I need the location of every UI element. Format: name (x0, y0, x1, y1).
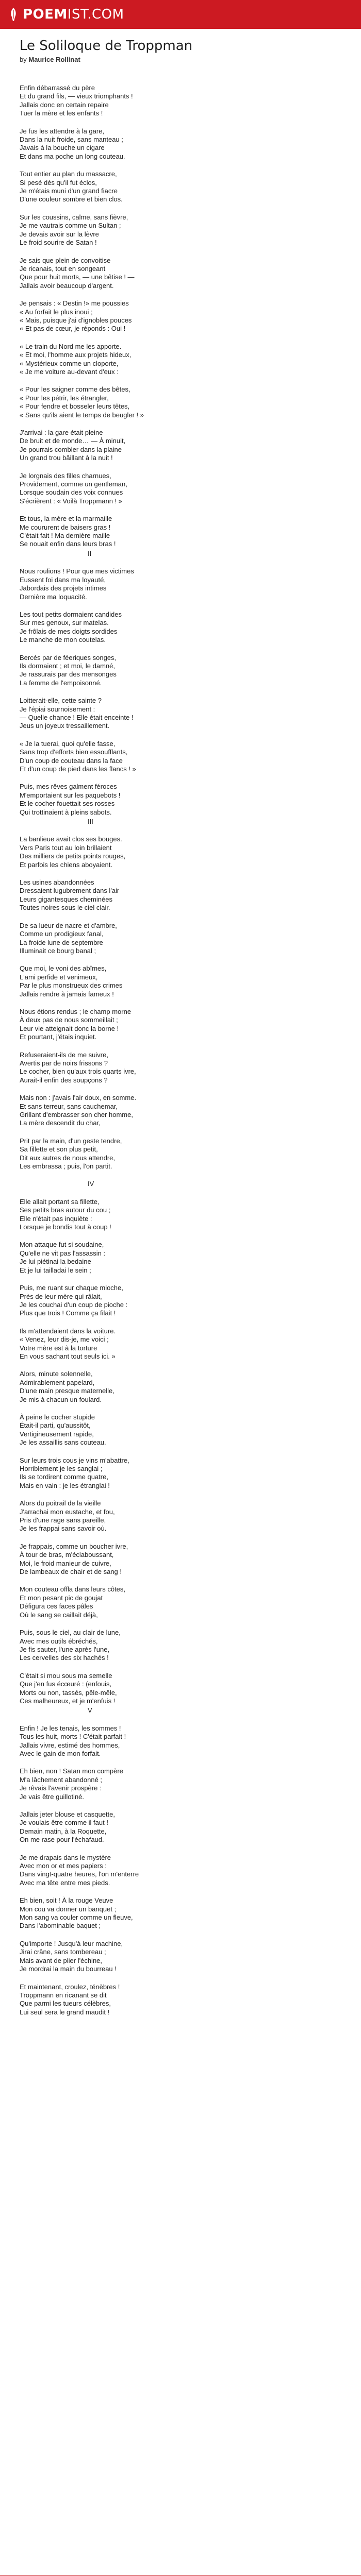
stanza: Nous roulions ! Pour que mes victimes Eussent foi dans ma loyauté, Jabordais des projets intimes Dernière ma loquacité. (20, 567, 134, 601)
poem-part-2 (20, 567, 361, 817)
stanza: « Le train du Nord me les apporte. « Et moi, l'homme aux projets hideux, « Mystérieux comme un cloporte, « Je me voiture au-devant d'eux : (20, 342, 132, 376)
poem-part-3 (20, 835, 361, 1171)
poem-part-1 (20, 84, 361, 549)
author-link[interactable]: Maurice Rollinat (28, 56, 80, 63)
byline-prefix: by (20, 56, 27, 63)
stanza: La banlieue avait clos ses bouges. Vers Paris tout au loin brillaient Des milliers de petits points rouges, Et parfois les chiens aboyaient. (20, 835, 126, 869)
section-number: II (88, 549, 92, 557)
stanza: Ils m'attendaient dans la voiture. « Venez, leur dis-je, me voici ; Votre mère est à la torture En vous sachant tout seuls ici. » (20, 1327, 116, 1360)
stanza: Et maintenant, croulez, ténèbres ! Troppmann en ricanant se dit Que parmi les tueurs célèbres, Lui seul sera le grand maudit ! (20, 1982, 120, 2016)
stanza: Prit par la main, d'un geste tendre, Sa fillette et son plus petit, Dit aux autres de nous attendre, Les embrassa ; puis, l'on partit. (20, 1137, 122, 1171)
stanza: Je lorgnais des filles charnues, Providement, comme un gentleman, Lorsque soudain des voix connues S'écrièrent : « Voilà Troppmann ! » (20, 471, 127, 505)
stanza: Refuseraient-ils de me suivre, Avertis par de noirs frissons ? Le cocher, bien qu'aux trois quarts ivre, Aurait-il enfin des soupçons ? (20, 1050, 136, 1084)
stanza: Les usines abandonnées Dressaient lugubrement dans l'air Leurs gigantesques cheminées Toutes noires sous le ciel clair. (20, 878, 120, 912)
poem-part-4 (20, 1198, 361, 1706)
stanza: Mon attaque fut si soudaine, Qu'elle ne vit pas l'assassin : Je lui piétinai la bedaine Et je lui tailladai le sein ; (20, 1241, 106, 1274)
poem-part-5 (20, 1724, 361, 2016)
stanza: Enfin débarrassé du père Et du grand fils, — vieux triomphants ! Jallais donc en certain repaire Tuer la mère et les enfants ! (20, 84, 133, 117)
stanza: Je pensais : « Destin !» me poussies « Au forfait le plus inoui ; « Mais, puisque j'ai d'ignobles pouces « Et pas de cœur, je réponds : Oui ! (20, 299, 132, 333)
stanza: Enfin ! Je les tenais, les sommes ! Tous les huit, morts ! C'était parfait ! Jallais vivre, estimé des hommes, Avec le gain de mon forfait. (20, 1724, 126, 1757)
stanza: Je fus les attendre à la gare, Dans la nuit froide, sans manteau ; Javais à la bouche un cigare Et dans ma poche un long couteau. (20, 127, 125, 160)
quill-icon (8, 7, 19, 22)
stanza: Je sais que plein de convoitise Je ricanais, tout en songeant Que pour huit morts, — une bêtise ! — Jallais avoir beaucoup d'argent. (20, 256, 135, 290)
stanza: Mais non : j'avais l'air doux, en somme. Et sans terreur, sans cauchemar, Grillant d'embrasser son cher homme, La mère descendit du char, (20, 1094, 137, 1127)
poem-title: Le Soliloque de Troppman (20, 38, 193, 54)
stanza: Tout entier au plan du massacre, Si pesé dès qu'il fut éclos, Je m'étais muni d'un grand fiacre D'une couleur sombre et bien clos. (20, 170, 123, 204)
stanza: Eh bien, soit ! À la rouge Veuve Mon cou va donner un banquet ; Mon sang va couler comme un fleuve, Dans l'abominable baquet ; (20, 1896, 133, 1930)
stanza: Puis, mes rêves galment féroces M'emportaient sur les paquebots ! Et le cocher fouettait ses rosses Qui trottinaient à pleins sabots. (20, 783, 121, 816)
stanza: Puis, sous le ciel, au clair de lune, Avec mes outils ébréchés, Je fis sauter, l'une après l'une, Les cervelles des six hachés ! (20, 1629, 121, 1662)
stanza: J'arrivai : la gare était pleine De bruit et de monde… — À minuit, Je pourrais combler dans la plaine Un grand trou bâillant à la nuit ! (20, 429, 126, 462)
stanza: C'était si mou sous ma semelle Que j'en fus écœuré : (enfouis, Morts ou non, tassés, pêle-mêle, Ces malheureux, et je m'enfuis ! (20, 1671, 117, 1705)
stanza: « Je la tuerai, quoi qu'elle fasse, Sans trop d'efforts bien essoufflants, D'un coup de couteau dans la face Et d'un coup de pied dans les flancs ! » (20, 739, 136, 773)
section-number: IV (88, 1180, 94, 1188)
stanza: Puis, me ruant sur chaque mioche, Près de leur mère qui râlait, Je les couchai d'un coup de pioche : Plus que trois ! Comme ça filait ! (20, 1284, 128, 1317)
stanza: Sur les coussins, calme, sans fièvre, Je me vautrais comme un Sultan ; Je devais avoir sur la lèvre Le froid sourire de Satan ! (20, 213, 128, 247)
stanza: À peine le cocher stupide Était-il parti, qu'aussitôt, Vertigineusement rapide, Je les assaillis sans couteau. (20, 1413, 106, 1447)
logo-text-bold: POEM (23, 7, 68, 22)
stanza: Et tous, la mère et la marmaille Me coururent de baisers gras ! C'était fait ! Ma dernière maille Se nouait enfin dans leurs bras ! (20, 515, 116, 548)
stanza: Mon couteau offla dans leurs côtes, Et mon pesant pic de goujat Défigura ces faces pâles Où le sang se caillait déjà, (20, 1585, 125, 1619)
stanza: Elle allait portant sa fillette, Ses petits bras autour du cou ; Elle n'était pas inquiète : Lorsque je bondis tout à coup ! (20, 1197, 111, 1231)
stanza: Bercés par de féeriques songes, Ils dormaient ; et moi, le damné, Je rassurais par des mensonges La femme de l'empoisonné. (20, 653, 117, 687)
site-logo[interactable] (8, 7, 124, 22)
stanza: Loitterait-elle, cette sainte ? Je l'épiai sournoisement : — Quelle chance ! Elle était enceinte ! Jeus un joyeux tressaillement. (20, 697, 134, 730)
stanza: Sur leurs trois cous je vins m'abattre, Horriblement je les sanglai ; Ils se tordirent comme quatre, Mais en vain : je les étranglai ! (20, 1456, 129, 1489)
stanza: « Pour les saigner comme des bêtes, « Pour les pétrir, les étrangler, « Pour fendre et bosseler leurs têtes, « Sans qu'ils aient le temps de beugler ! » (20, 385, 144, 419)
stanza: Alors, minute solennelle, Admirablement papelard, D'une main presque maternelle, Je mis à chacun un foulard. (20, 1370, 114, 1403)
stanza: Je frappais, comme un boucher ivre, À tour de bras, m'éclaboussant, Moi, le froid manieur de cuivre, De lambeaux de chair et de sang ! (20, 1542, 128, 1576)
stanza: Nous étions rendus ; le champ morne À deux pas de nous sommeillait ; Leur vie atteignait donc la borne ! Et pourtant, j'étais inquiet. (20, 1007, 132, 1041)
stanza: Que moi, le voni des abîmes, L'ami perfide et venimeux, Par le plus monstrueux des crimes Jallais rendre à jamais fameux ! (20, 964, 123, 998)
site-header (0, 0, 361, 29)
section-number: III (88, 818, 93, 826)
stanza: Jallais jeter blouse et casquette, Je voulais être comme il faut ! Demain matin, à la Roquette, On me rase pour l'échafaud. (20, 1810, 115, 1844)
stanza: Qu'importe ! Jusqu'à leur machine, Jirai crâne, sans tombereau ; Mais avant de plier l'échine, Je mordrai la main du bourreau ! (20, 1939, 123, 1973)
poem-byline (20, 56, 361, 63)
stanza: Les tout petits dormaient candides Sur mes genoux, sur matelas. Je frôlais de mes doigts sordides Le manche de mon coutelas. (20, 610, 122, 644)
poem-body (20, 84, 361, 2016)
logo-text-thin: IST.COM (67, 7, 124, 22)
stanza: Je me drapais dans le mystère Avec mon or et mes papiers : Dans vingt-quatre heures, l'on m'enterre Avec ma tête entre mes pieds. (20, 1853, 139, 1887)
stanza: Eh bien, non ! Satan mon compère M'a lâchement abandonné ; Je rêvais l'avenir prospère : Je vais être guillotiné. (20, 1767, 123, 1801)
poem-content (0, 29, 361, 2016)
section-number: V (88, 1706, 92, 1715)
stanza: Alors du poitrail de la vieille J'arrachai mon eustache, et fou, Pris d'une rage sans pareille, Je les frappai sans savoir où. (20, 1499, 115, 1533)
stanza: De sa lueur de nacre et d'ambre, Comme un prodigieux fanal, La froide lune de septembre Illuminait ce bourg banal ; (20, 921, 117, 955)
